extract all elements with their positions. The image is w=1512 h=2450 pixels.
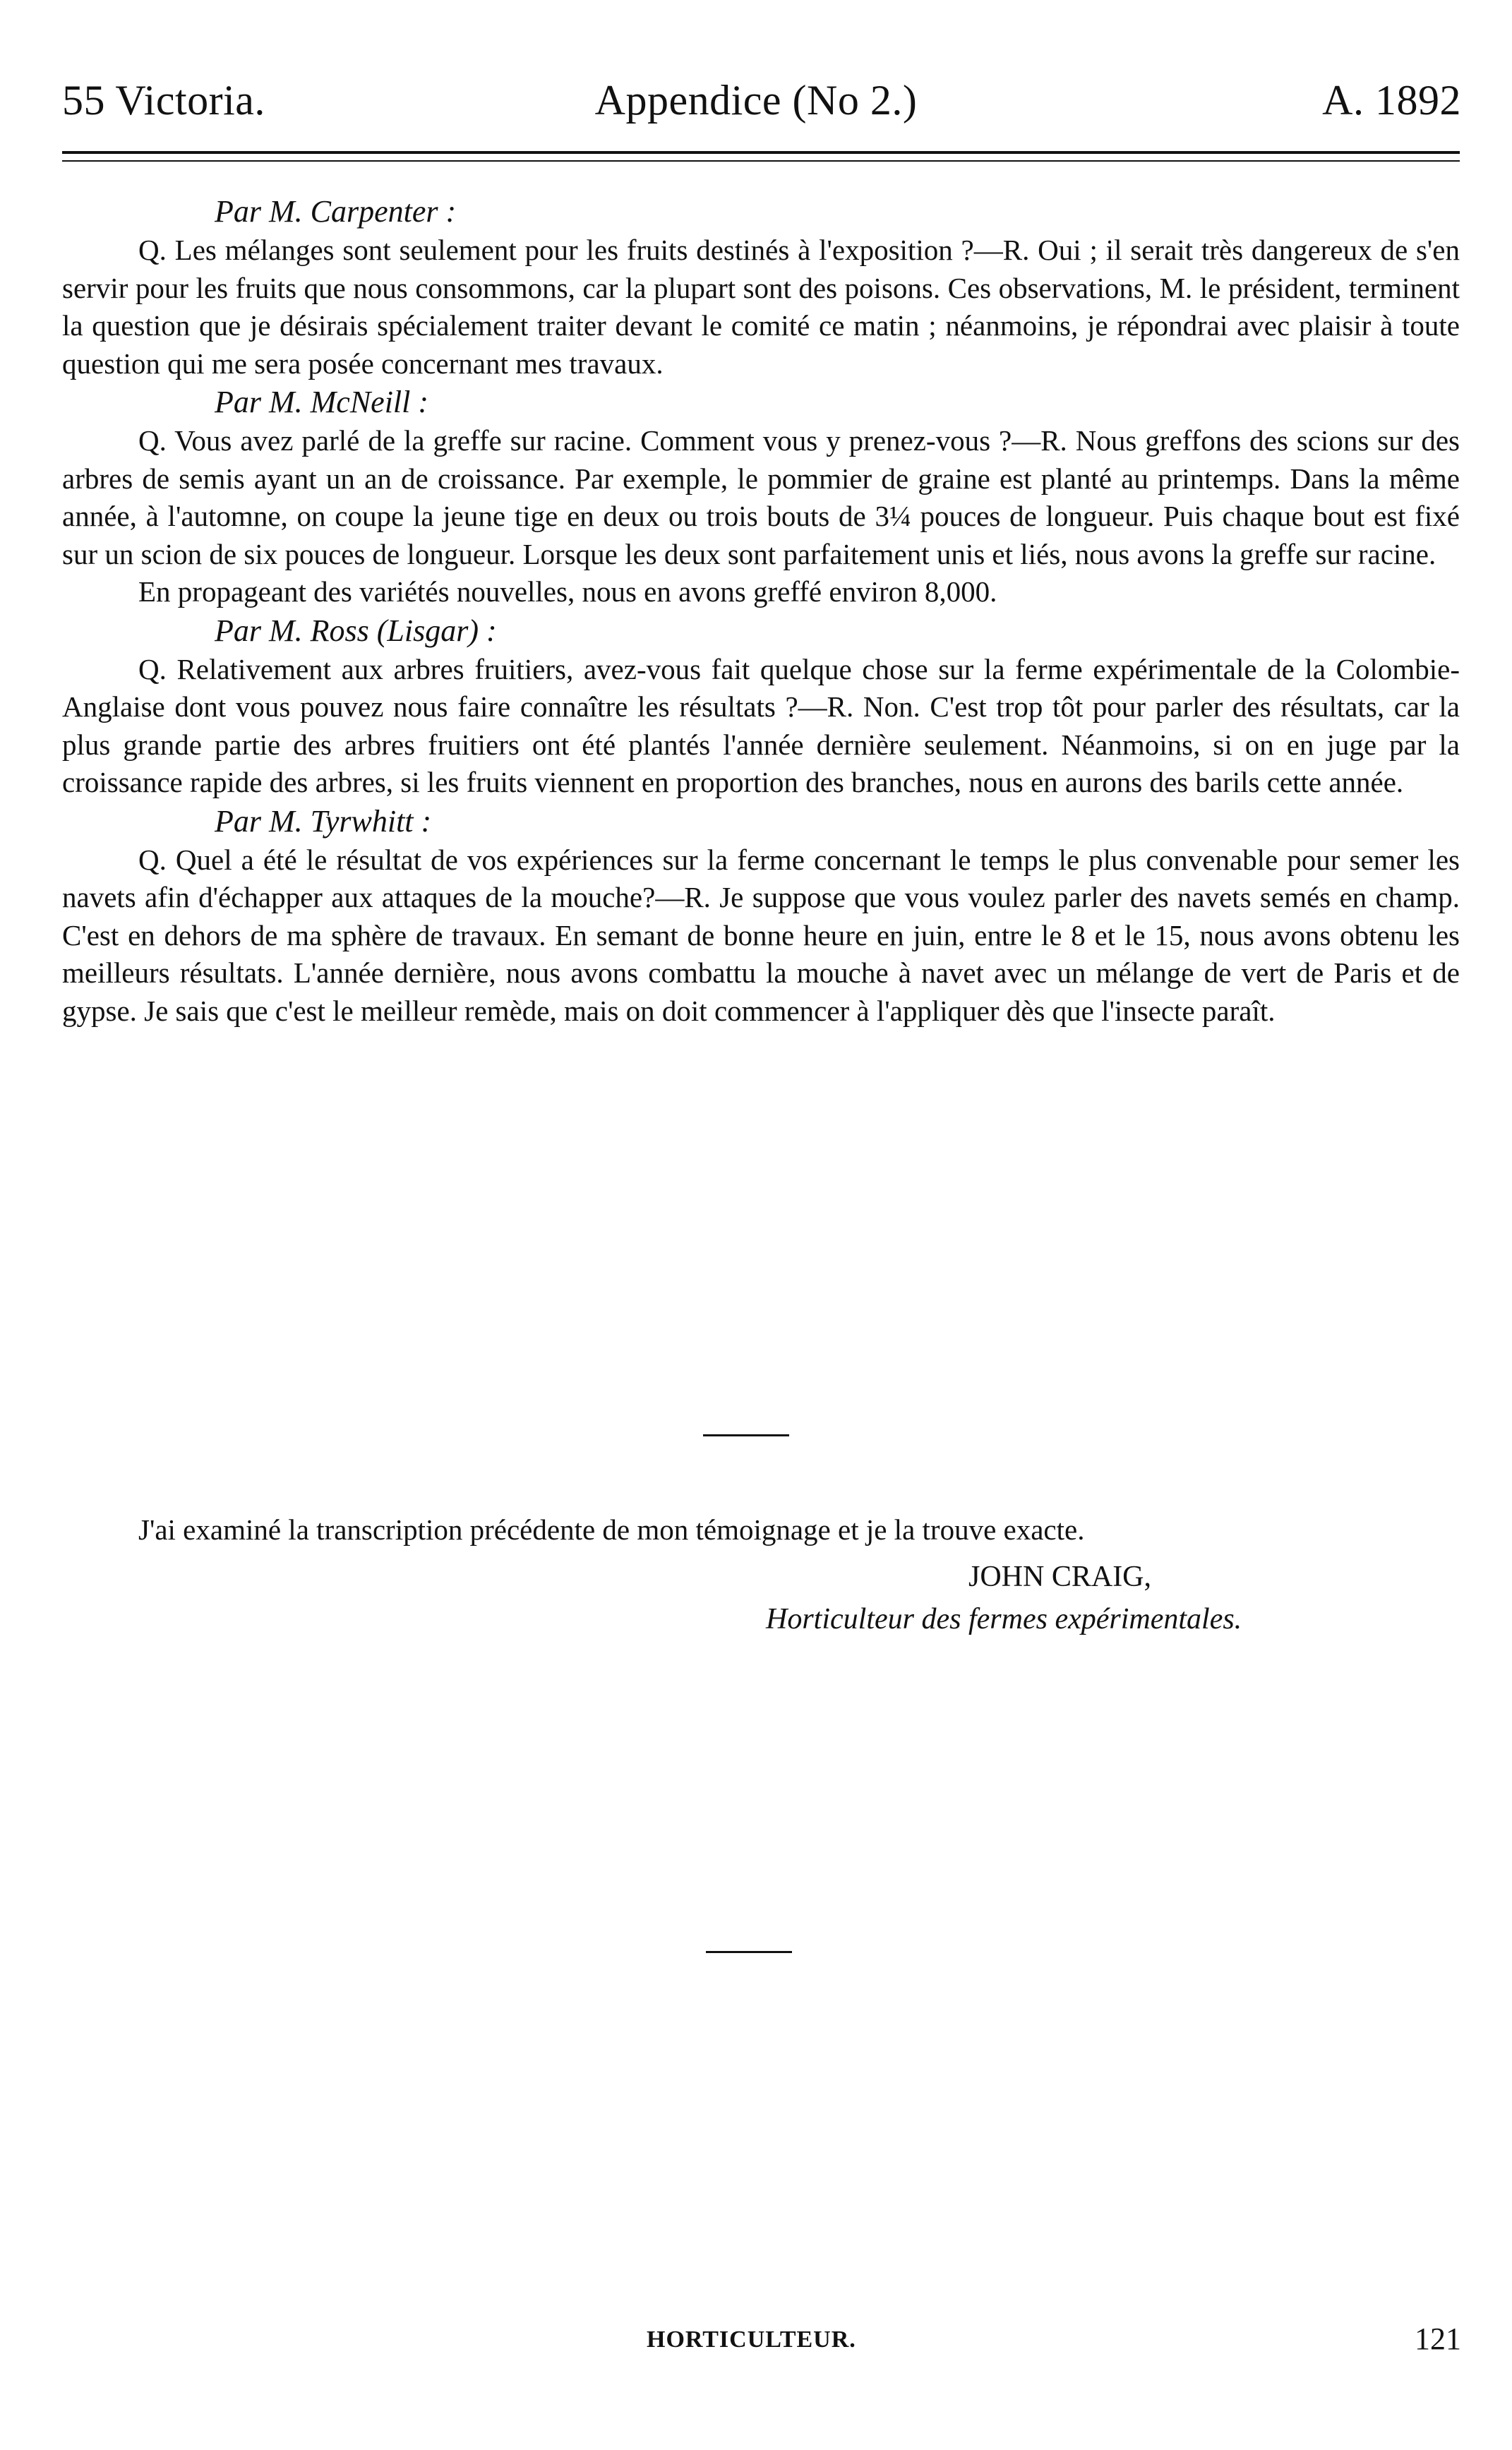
speaker-heading: Par M. McNeill :	[215, 385, 429, 419]
header-session: 55 Victoria.	[62, 77, 265, 124]
speaker-heading: Par M. Ross (Lisgar) :	[215, 613, 497, 648]
section-separator	[703, 1434, 789, 1436]
testimony-paragraph: Q. Les mélanges sont seulement pour les fruits destinés à l'exposition ?—R. Oui ; il serait très dangereux de s'en servir pour les fruits que nous consommons, car la plupart sont des poisons. Ces observations, M. le président, terminent la question que je désirais spécialement traiter devant le comité ce matin ; néanmoins, je répondrai avec plaisir à toute question qui me sera posée concernant mes travaux.	[62, 234, 1460, 380]
page-number: 121	[1415, 2322, 1461, 2356]
testimony-section	[62, 383, 1460, 611]
testimony-section	[62, 611, 1460, 802]
testimony-body	[62, 192, 1460, 1030]
testimony-paragraph: Q. Vous avez parlé de la greffe sur racine. Comment vous y prenez-vous ?—R. Nous greffons des scions sur des arbres de semis ayant un an de croissance. Par exemple, le pommier de graine est planté au printemps. Dans la même année, à l'automne, on coupe la jeune tige en deux ou trois bouts de 3¼ pouces de longueur. Puis chaque bout est fixé sur un scion de six pouces de longueur. Lorsque les deux sont parfaitement unis et liés, nous avons la greffe sur racine.	[62, 424, 1460, 570]
header-rule-thick	[62, 151, 1460, 154]
header-rule-thin	[62, 160, 1460, 162]
testimony-section	[62, 192, 1460, 383]
footer-running-title: HORTICULTEUR.	[647, 2326, 856, 2353]
testimony-paragraph: En propageant des variétés nouvelles, nous en avons greffé environ 8,000.	[138, 575, 997, 608]
signatory-name: JOHN CRAIG,	[968, 1561, 1152, 1593]
section-separator	[706, 1951, 792, 1953]
header-appendix: Appendice (No 2.)	[594, 77, 918, 124]
speaker-heading: Par M. Tyrwhitt :	[215, 803, 432, 839]
header-year: A. 1892	[1322, 77, 1461, 124]
attestation-statement: J'ai examiné la transcription précédente de mon témoignage et je la trouve exacte.	[138, 1513, 1085, 1546]
testimony-paragraph: Q. Quel a été le résultat de vos expériences sur la ferme concernant le temps le plus convenable pour semer les navets afin d'échapper aux attaques de la mouche?—R. Je suppose que vous voulez parler des navets semés en champ. C'est en dehors de ma sphère de travaux. En semant de bonne heure en juin, entre le 8 et le 15, nous avons obtenu les meilleurs résultats. L'année dernière, nous avons combattu la mouche à navet avec un mélange de vert de Paris et de gypse. Je sais que c'est le meilleur remède, mais on doit commencer à l'appliquer dès que l'insecte paraît.	[62, 843, 1460, 1027]
signatory-title: Horticulteur des fermes expérimentales.	[766, 1603, 1242, 1635]
speaker-heading: Par M. Carpenter :	[215, 194, 457, 229]
testimony-paragraph: Q. Relativement aux arbres fruitiers, avez-vous fait quelque chose sur la ferme expérimentale de la Colombie-Anglaise dont vous pouvez nous faire connaître les résultats ?—R. Non. C'est trop tôt pour parler des résultats, car la plus grande partie des arbres fruitiers ont été plantés l'année dernière seulement. Néanmoins, si on en juge par la croissance rapide des arbres, si les fruits viennent en proportion des branches, nous en aurons des barils cette année.	[62, 652, 1460, 798]
testimony-section	[62, 802, 1460, 1031]
